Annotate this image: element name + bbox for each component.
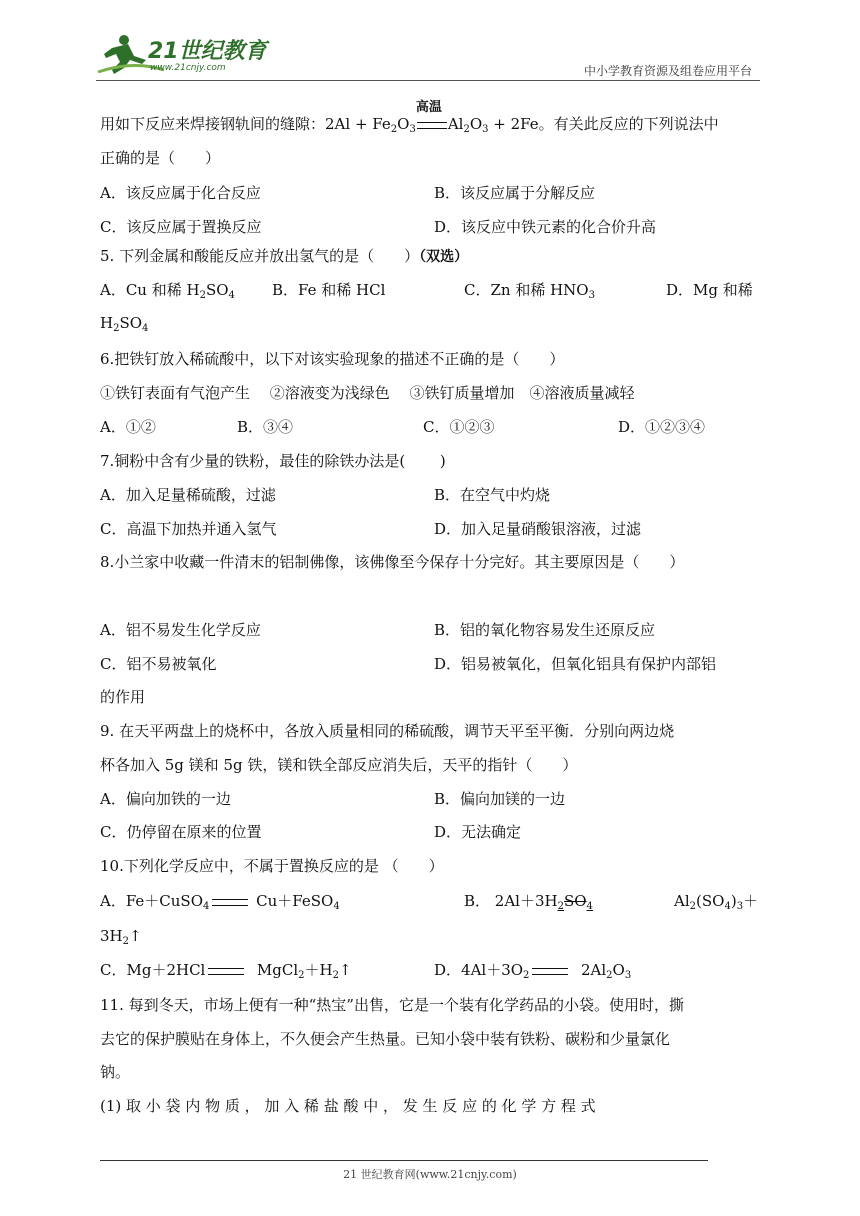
q4-option-a: A．该反应属于化合反应 bbox=[100, 184, 261, 202]
q5-stem: 5. 下列金属和酸能反应并放出氢气的是（ ）（双选） bbox=[100, 247, 469, 265]
q9-option-b: B．偏向加镁的一边 bbox=[434, 790, 566, 808]
q5-tag: （双选） bbox=[419, 249, 469, 265]
q9-option-a: A．偏向加铁的一边 bbox=[100, 790, 231, 808]
footer-text: 21 世纪教育网(www.21cnjy.com) bbox=[343, 1168, 517, 1181]
q8-option-b: B．铝的氧化物容易发生还原反应 bbox=[434, 621, 656, 639]
q11-stem-line3: 钠。 bbox=[100, 1063, 131, 1081]
q7-option-a: A．加入足量稀硫酸，过滤 bbox=[100, 486, 276, 504]
logo-url: www.21cnjy.com bbox=[150, 63, 226, 73]
q6-option-b: B．③④ bbox=[237, 418, 294, 436]
q7-option-c: C．高温下加热并通入氢气 bbox=[100, 520, 277, 538]
q7-option-d: D．加入足量硝酸银溶液，过滤 bbox=[434, 520, 642, 538]
header-divider bbox=[96, 80, 760, 81]
q11-stem-line1: 11. 每到冬天，市场上便有一种“热宝”出售，它是一个装有化学药品的小袋。使用时，撕 bbox=[100, 996, 684, 1014]
q8-option-d: D．铝易被氧化，但氧化铝具有保护内部铝 bbox=[434, 655, 717, 673]
q11-sub1: (1) 取 小 袋 内 物 质 ， 加 入 稀 盐 酸 中 ， 发 生 反 应 的 化 学 方 程 式 bbox=[100, 1097, 596, 1115]
q9-stem-line2: 杯各加入 5g 镁和 5g 铁，镁和铁全部反应消失后，天平的指针（ ） bbox=[100, 756, 578, 774]
q11-stem-line2: 去它的保护膜贴在身体上，不久便会产生热量。已知小袋中装有铁粉、碳粉和少量氯化 bbox=[100, 1030, 671, 1048]
q8-stem: 8.小兰家中收藏一件清末的铝制佛像，该佛像至今保存十分完好。其主要原因是（ ） bbox=[100, 553, 685, 571]
q8-option-c: C．铝不易被氧化 bbox=[100, 655, 217, 673]
page-header bbox=[0, 0, 860, 90]
q9-option-c: C．仍停留在原来的位置 bbox=[100, 823, 262, 841]
q8-option-d-cont: 的作用 bbox=[100, 688, 146, 706]
q5-option-b: B．Fe 和稀 HCl bbox=[272, 281, 386, 299]
q5-option-d-cont: $H_2SO_4$ bbox=[100, 314, 149, 334]
q6-option-a: A．①② bbox=[100, 418, 156, 436]
q10-option-d: D．$4Al+3O_2$ $2Al_2O_3$ bbox=[434, 961, 632, 981]
q9-stem-line1: 9. 在天平两盘上的烧杯中，各放入质量相同的稀硫酸，调节天平至平衡．分别向两边烧 bbox=[100, 722, 675, 740]
q4-option-c: C．该反应属于置换反应 bbox=[100, 218, 262, 236]
q6-option-d: D．①②③④ bbox=[618, 418, 706, 436]
reaction-condition: 高温 bbox=[416, 114, 448, 134]
q5-option-a: A．Cu 和稀 $H_2SO_4$ bbox=[100, 281, 235, 301]
q5-option-c: C．Zn 和稀 $HNO_3$ bbox=[464, 281, 595, 301]
q6-stem: 6.把铁钉放入稀硫酸中，以下对该实验现象的描述不正确的是（ ） bbox=[100, 350, 565, 368]
q10-option-b-cont: $3H_2↑$ bbox=[100, 927, 142, 947]
platform-label: 中小学教育资源及组卷应用平台 bbox=[583, 64, 752, 78]
q4-stem-line2: 正确的是（ ） bbox=[100, 149, 221, 167]
q9-option-d: D．无法确定 bbox=[434, 823, 522, 841]
q10-option-c: C．Mg＋2HCl $MgCl_2+H_2↑$ bbox=[100, 961, 352, 981]
q8-option-a: A．铝不易发生化学反应 bbox=[100, 621, 261, 639]
q6-items: ①铁钉表面有气泡产生 ②溶液变为浅绿色 ③铁钉质量增加 ④溶液质量减轻 bbox=[100, 384, 635, 402]
q10-option-b-product: $Al_2(SO_4)_3+$ bbox=[674, 892, 759, 912]
q10-option-a: A．Fe＋CuSO$_4$ Cu＋FeSO$_4$ bbox=[100, 892, 340, 912]
footer-divider bbox=[100, 1160, 708, 1161]
q7-option-b: B．在空气中灼烧 bbox=[434, 486, 551, 504]
q5-option-d: D．Mg 和稀 bbox=[666, 281, 753, 299]
logo-text: 21世纪教育 bbox=[148, 39, 267, 64]
q4-stem-line1: 用如下反应来焊接钢轨间的缝隙：$2Al + Fe_2O_3$ 高温 $Al_2O_3 + 2Fe$。有关此反应的下列说法中 bbox=[100, 100, 719, 135]
q6-option-c: C．①②③ bbox=[423, 418, 495, 436]
q10-option-b: B． $2Al+3H_2SO_4$ bbox=[464, 892, 593, 912]
q4-option-b: B．该反应属于分解反应 bbox=[434, 184, 596, 202]
q4-option-d: D．该反应中铁元素的化合价升高 bbox=[434, 218, 657, 236]
q7-stem: 7.铜粉中含有少量的铁粉，最佳的除铁办法是( ) bbox=[100, 452, 446, 470]
q10-stem: 10.下列化学反应中，不属于置换反应的是 （ ） bbox=[100, 857, 444, 875]
